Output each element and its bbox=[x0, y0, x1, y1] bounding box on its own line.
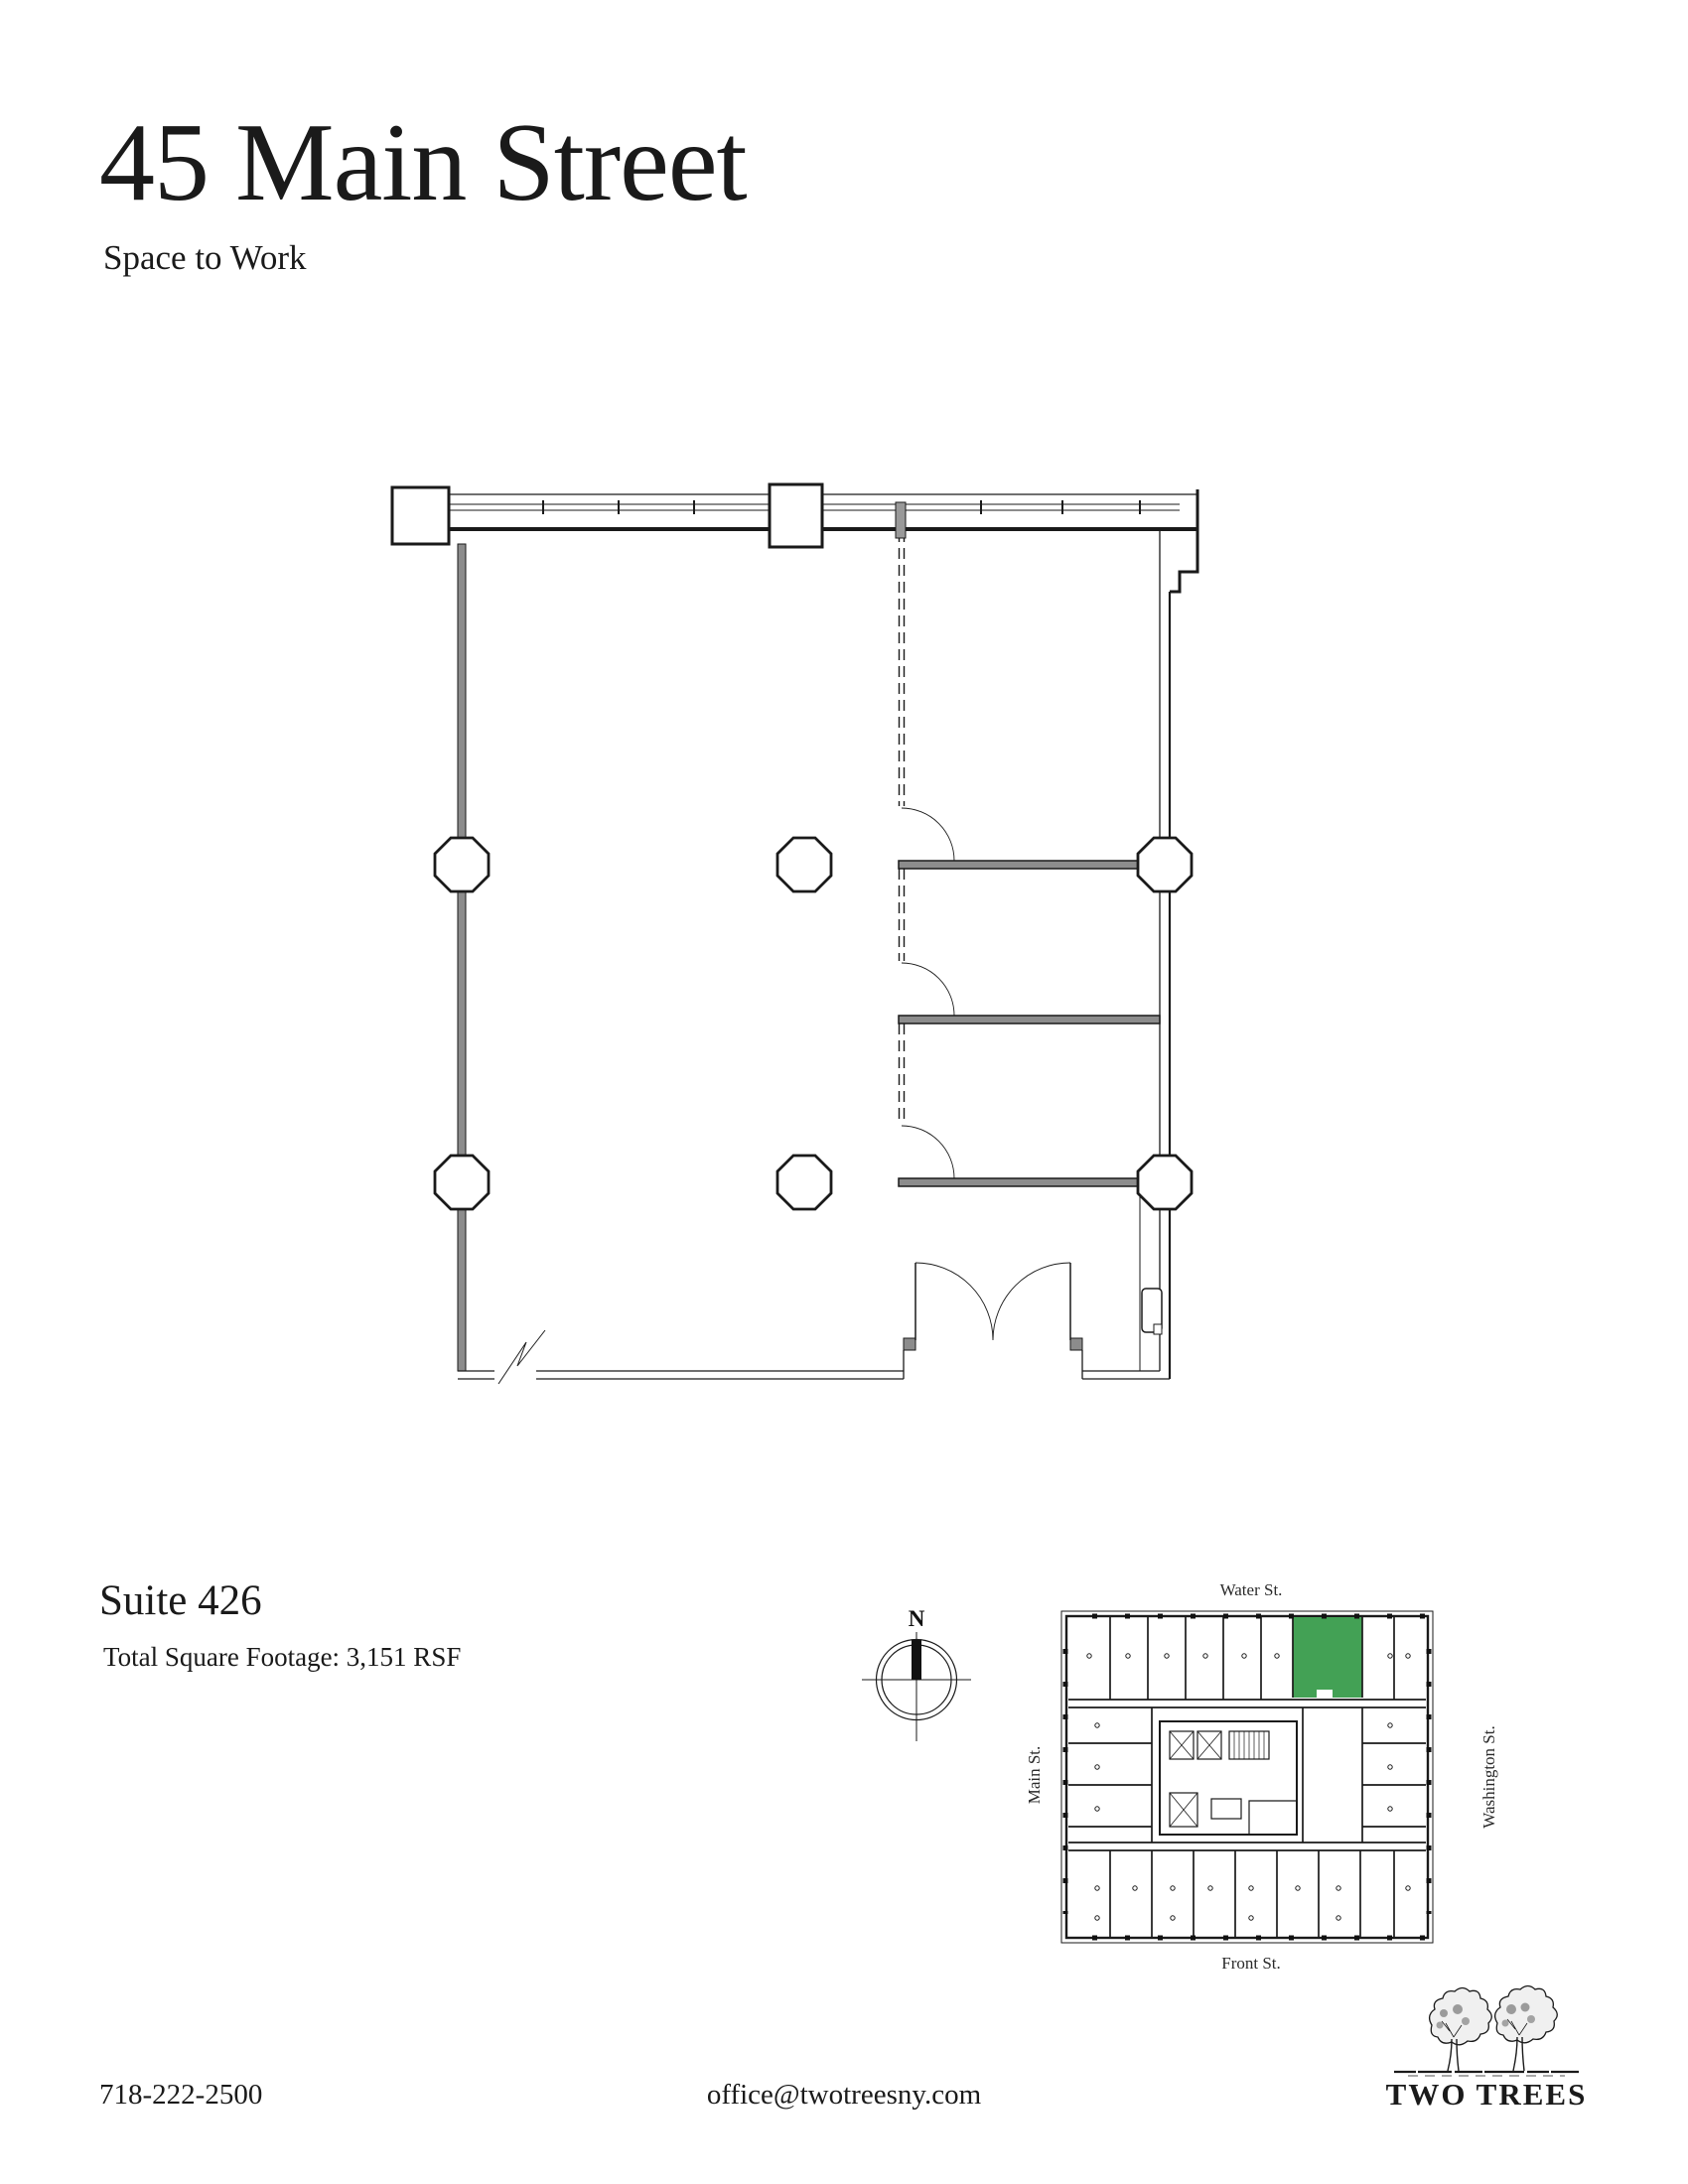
entry-jamb-left bbox=[904, 1338, 915, 1350]
key-plan-highlighted-suite bbox=[1293, 1617, 1362, 1698]
partition-wall-2 bbox=[899, 1016, 1160, 1024]
footer-email: office@twotreesny.com bbox=[706, 2079, 982, 2111]
partition-wall-1 bbox=[899, 861, 1139, 869]
entry-door-arcs bbox=[915, 1263, 1070, 1340]
key-plan-side-room-walls bbox=[1068, 1743, 1426, 1827]
door-arc-3 bbox=[902, 1126, 954, 1178]
wall-break-symbol bbox=[498, 1330, 545, 1384]
top-mid-column bbox=[770, 484, 822, 547]
suite-name: Suite 426 bbox=[99, 1577, 262, 1624]
key-plan-bottom-room-walls bbox=[1110, 1850, 1394, 1938]
top-left-column bbox=[392, 487, 449, 544]
two-trees-logo bbox=[1380, 1983, 1594, 2113]
entry-recess-walls bbox=[904, 1350, 1082, 1379]
entry-door-leaves bbox=[915, 1263, 1070, 1340]
tree-icon-right bbox=[1495, 1986, 1558, 2072]
key-plan-main-wall bbox=[1066, 1616, 1428, 1938]
footer-phone: 718-222-2500 bbox=[99, 2079, 263, 2111]
partition-wall-3 bbox=[899, 1178, 1139, 1186]
key-plan-core bbox=[1160, 1721, 1297, 1835]
street-label-washington: Washington St. bbox=[1479, 1725, 1498, 1829]
compass-north-label: N bbox=[908, 1606, 925, 1631]
page-subtitle: Space to Work bbox=[103, 238, 307, 277]
demising-jamb-post bbox=[896, 502, 906, 538]
street-label-front: Front St. bbox=[1221, 1954, 1281, 1973]
logo-wordmark: TWO TREES bbox=[1385, 2077, 1588, 2112]
key-plan-outer-wall bbox=[1061, 1611, 1433, 1943]
compass-icon bbox=[852, 1600, 981, 1749]
suite-entry-notch bbox=[1317, 1690, 1333, 1698]
door-arc-2 bbox=[902, 963, 954, 1016]
wall-fixture-tab bbox=[1154, 1324, 1162, 1334]
entry-jamb-right bbox=[1070, 1338, 1082, 1350]
demising-dashed-wall bbox=[900, 531, 905, 1124]
street-label-water: Water St. bbox=[1219, 1580, 1283, 1599]
compass-needle bbox=[912, 1640, 921, 1680]
tree-icon-left bbox=[1430, 1988, 1492, 2072]
floor-plan bbox=[387, 475, 1221, 1413]
door-arc-1 bbox=[902, 808, 954, 861]
left-wall bbox=[458, 544, 466, 1371]
key-plan bbox=[1053, 1604, 1442, 1950]
page-title: 45 Main Street bbox=[99, 101, 747, 224]
street-label-main: Main St. bbox=[1025, 1745, 1044, 1805]
suite-square-footage: Total Square Footage: 3,151 RSF bbox=[103, 1642, 462, 1672]
bottom-wall bbox=[458, 1371, 1170, 1379]
window-mullions bbox=[543, 500, 1140, 514]
